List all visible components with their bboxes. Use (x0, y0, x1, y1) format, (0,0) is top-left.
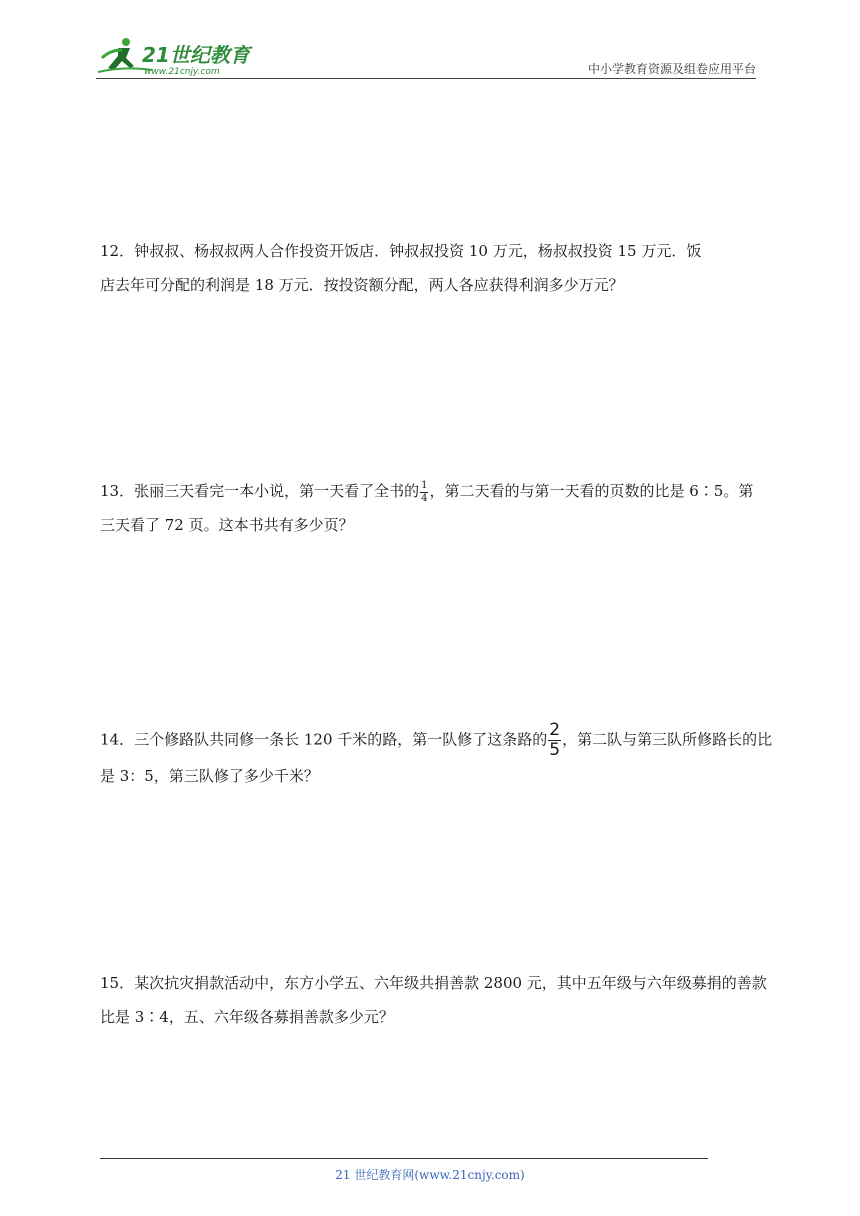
logo-url: www.21cnjy.com (144, 67, 220, 77)
question-14 (100, 720, 773, 793)
question-text: ，第二队与第三队所修路长的比 (562, 730, 773, 749)
question-text-line: 是 3：5，第三队修了多少千米？ (100, 767, 319, 785)
question-text-line: 15．某次抗灾捐款活动中，东方小学五、六年级共捐善款 2800 元，其中五年级与六年级募捐的善款 (100, 974, 767, 992)
question-text-line: 比是 3∶4，五、六年级各募捐善款多少元？ (100, 1008, 394, 1026)
question-13 (100, 474, 764, 542)
footer-text: 21 世纪教育网(www.21cnjy.com) (335, 1168, 525, 1182)
question-text-line: 店去年可分配的利润是 18 万元．按投资额分配，两人各应获得利润多少万元？ (100, 276, 624, 294)
fraction-denominator: 5 (549, 740, 561, 760)
header-divider (96, 78, 756, 79)
header-tagline: 中小学教育资源及组卷应用平台 (587, 62, 756, 76)
footer-divider (100, 1158, 708, 1159)
question-text-line (100, 474, 764, 508)
question-text-line: 三天看了 72 页。这本书共有多少页？ (100, 516, 354, 534)
fraction-denominator: 4 (421, 492, 428, 504)
question-text: ，第二天看的与第一天看的页数的比是 6∶5。第 (429, 482, 754, 500)
fraction-numerator: 1 (421, 479, 428, 491)
logo-text: 21世纪教育 (142, 43, 250, 67)
fraction-numerator: 2 (549, 720, 561, 740)
question-text: 13．张丽三天看完一本小说，第一天看了全书的 (100, 482, 420, 500)
site-logo (96, 36, 266, 80)
fraction-two-fifths (548, 722, 561, 759)
question-text-line: 12．钟叔叔、杨叔叔两人合作投资开饭店．钟叔叔投资 10 万元，杨叔叔投资 15 万元．饭 (100, 242, 702, 260)
question-text: 14．三个修路队共同修一条长 120 千米的路，第一队修了这条路的 (100, 730, 548, 749)
fraction-one-quarter (420, 481, 428, 504)
question-15 (100, 966, 767, 1034)
question-12 (100, 234, 764, 302)
question-text-line (100, 720, 773, 760)
